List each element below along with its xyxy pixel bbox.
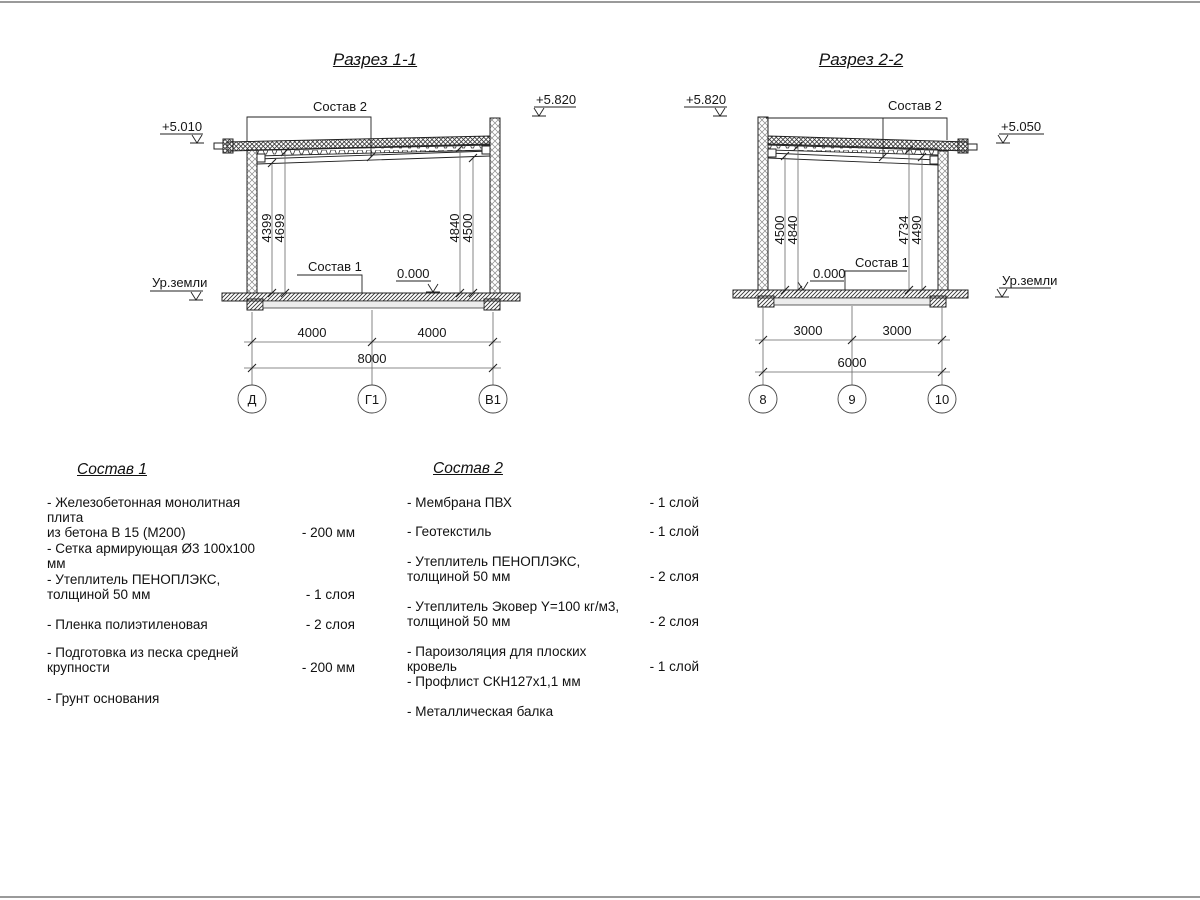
s2-ceiling-beams [768,153,938,165]
material-value: - 2 слоя [649,614,699,629]
material-line1: - Профлист СКН127х1,1 мм [407,674,581,689]
s2-total-label: 6000 [837,355,867,370]
s1-elevation-left [160,119,204,143]
s2-elevation-right [996,119,1044,143]
s1-foundation-right [484,299,500,310]
material-item [407,524,699,539]
s1-roof-left-cap [223,139,233,153]
sections-drawing [0,0,1200,440]
s1-dim-label-1: 4399 [259,213,274,243]
material-line2: из бетона В 15 (М200) [47,525,186,540]
s2-zero-level-label: 0.000 [813,266,846,281]
s1-inner-dimensions [259,144,477,297]
material-line1: - Металлическая балка [407,704,554,719]
s1-span-label-1: 4000 [297,325,327,340]
s2-axis-label-2: 9 [848,392,856,407]
material-value: - 200 мм [301,660,355,675]
s1-zero-level-mark [396,266,440,292]
material-item [407,704,699,719]
section-1-drawing [150,92,576,413]
s2-ground-level-mark [995,273,1057,297]
material-item [47,691,355,706]
material-line1: - Утеплитель ПЕНОПЛЭКС, [47,572,221,587]
composition-1-heading: Состав 1 [77,461,147,478]
material-item [407,554,699,584]
material-line2: толщиной 50 мм [407,569,511,584]
material-line1: - Грунт основания [47,691,160,706]
material-item [47,645,355,675]
s2-dim-label-3: 4734 [896,215,911,245]
s1-floor-callout [297,259,362,293]
s1-foundation-left [247,299,263,310]
material-line1: - Мембрана ПВХ [407,495,512,510]
s1-elevation-right [532,92,576,116]
section-2-title: Разрез 2-2 [818,50,904,69]
section-1-title: Разрез 1-1 [332,50,418,69]
material-value: - 2 слоя [305,617,355,632]
material-line1: - Подготовка из песка средней [47,645,239,660]
s2-elevation-left-label: +5.820 [686,92,727,107]
s2-elevation-left [684,92,727,116]
material-value: - 1 слой [649,495,699,510]
s1-dim-label-3: 4840 [447,213,462,243]
s2-axis-label-3: 10 [934,392,950,407]
s2-zero-level-mark [796,266,846,290]
s1-floor-slab [222,293,520,301]
s1-roof-callout-label: Состав 2 [313,99,367,114]
material-item [407,674,699,689]
s2-elevation-right-label: +5.050 [1001,119,1042,134]
s2-floor-callout [845,255,909,290]
s2-axis-bubbles [749,385,956,413]
material-value: - 2 слоя [649,569,699,584]
s1-ground-level-mark [150,275,207,300]
material-line2: толщиной 50 мм [47,587,151,602]
s2-beam-console-right [930,156,938,164]
material-line1: - Утеплитель ПЕНОПЛЭКС, [407,554,581,569]
s2-span-label-1: 3000 [793,323,823,338]
s2-dim-label-2: 4840 [785,215,800,245]
s2-right-wall [938,151,948,290]
section-2-drawing [684,92,1057,413]
s2-underlayer [774,298,930,305]
s1-axis-bubbles [238,385,507,413]
material-item [407,644,699,674]
s2-foundation-right [930,296,946,307]
material-line2: толщиной 50 мм [407,614,511,629]
s2-beam-console-left [768,149,776,157]
material-line2: крупности [47,660,110,675]
s2-span-label-2: 3000 [882,323,912,338]
s1-elevation-left-label: +5.010 [162,119,203,134]
s1-right-wall [490,118,500,293]
s1-beam-console-left [257,154,265,162]
s2-roof-callout-label: Состав 2 [888,98,942,113]
s1-roof-left-trim [214,143,223,149]
s2-roof-right-trim [968,144,977,150]
material-line1: - Сетка армирующая Ø3 100х100 мм [47,541,256,571]
material-item [47,541,355,571]
s1-span-label-2: 4000 [417,325,447,340]
sheet-bottom-edge [0,896,1200,898]
material-item [47,617,355,632]
s1-total-label: 8000 [357,351,387,366]
material-line1: - Геотекстиль [407,524,492,539]
s1-dim-label-2: 4699 [272,213,287,243]
s2-dim-label-4: 4490 [909,215,924,245]
s1-axis-label-1: Д [247,392,257,407]
s1-elevation-right-label: +5.820 [536,92,577,107]
s1-left-wall [247,150,257,293]
s1-axis-label-3: В1 [485,392,501,407]
material-line1: - Железобетонная монолитная плита [47,495,241,525]
s2-axis-label-1: 8 [759,392,767,407]
s1-underlayer [263,301,484,308]
material-line1: - Пароизоляция для плоских кровель [407,644,587,674]
material-value: - 1 слой [649,659,699,674]
s1-bottom-dimensions [244,310,501,385]
s2-left-wall [758,117,768,290]
s1-dim-label-4: 4500 [460,213,475,243]
s1-floor-callout-label: Состав 1 [308,259,362,274]
material-line1: - Пленка полиэтиленовая [47,617,208,632]
s1-zero-level-label: 0.000 [397,266,430,281]
s1-ground-level-label: Ур.земли [152,275,208,290]
s1-axis-label-2: Г1 [364,392,380,407]
material-value: - 200 мм [301,525,355,540]
s2-bottom-dimensions [755,306,950,385]
s2-dim-label-1: 4500 [772,215,787,245]
material-item [47,572,355,602]
material-line1: - Утеплитель Эковер Y=100 кг/м3, [407,599,620,614]
s2-roof-right-cap [958,139,968,153]
material-item [407,495,699,510]
material-value: - 1 слоя [305,587,355,602]
composition-2-heading: Состав 2 [433,460,503,477]
material-item [407,599,699,629]
s2-floor-callout-label: Состав 1 [855,255,909,270]
material-item [47,495,355,540]
s2-ground-level-label: Ур.земли [1002,273,1058,288]
s2-foundation-left [758,296,774,307]
s1-beam-console-right [482,146,490,154]
material-value: - 1 слой [649,524,699,539]
